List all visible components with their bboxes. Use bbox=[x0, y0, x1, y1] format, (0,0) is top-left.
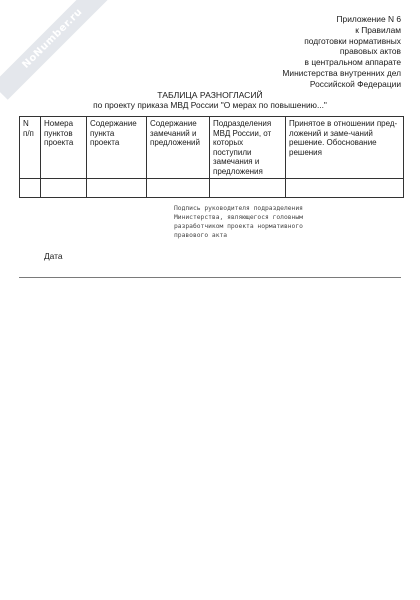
appendix-line: Российской Федерации bbox=[309, 78, 401, 89]
signature-line: разработчиком проекта нормативного bbox=[174, 223, 303, 230]
appendix-line: правовых актов bbox=[339, 46, 401, 57]
horizontal-divider bbox=[19, 277, 401, 278]
disagreements-table bbox=[19, 116, 404, 198]
table-cell bbox=[20, 179, 41, 198]
table-cell bbox=[210, 179, 286, 198]
header-cell-departments: Подразделения МВД России, от которых поступили замечания и предложения bbox=[210, 117, 286, 179]
header-cell-number: N п/п bbox=[20, 117, 41, 179]
document-title: ТАБЛИЦА РАЗНОГЛАСИЙ bbox=[157, 90, 263, 100]
header-cell-item-content: Содержание пункта проекта bbox=[87, 117, 147, 179]
appendix-line: в центральном аппарате bbox=[304, 57, 401, 68]
table-row bbox=[20, 179, 404, 198]
table-cell bbox=[41, 179, 87, 198]
header-cell-remarks: Содержание замечаний и предложений bbox=[147, 117, 210, 179]
signature-block bbox=[174, 204, 389, 240]
appendix-line: подготовки нормативных bbox=[304, 35, 401, 46]
table-cell bbox=[147, 179, 210, 198]
appendix-header bbox=[201, 14, 401, 90]
appendix-line: Министерства внутренних дел bbox=[282, 67, 401, 78]
table-cell bbox=[87, 179, 147, 198]
header-cell-item-numbers: Номера пунктов проекта bbox=[41, 117, 87, 179]
table-header-row bbox=[20, 117, 404, 179]
appendix-line: Приложение N 6 bbox=[336, 14, 401, 24]
signature-line: Подпись руководителя подразделения bbox=[174, 205, 303, 212]
appendix-line: к Правилам bbox=[355, 24, 401, 35]
header-cell-decision: Принятое в отношении пред-ложений и заме-чаний решение. Обоснование решения bbox=[286, 117, 404, 179]
date-label: Дата bbox=[44, 251, 63, 261]
table-cell bbox=[286, 179, 404, 198]
signature-line: правового акта bbox=[174, 232, 228, 239]
document-subtitle: по проекту приказа МВД России "О мерах по повышению..." bbox=[93, 100, 327, 110]
watermark: NoNumber.ru bbox=[0, 0, 114, 100]
signature-line: Министерства, являющегося головным bbox=[174, 214, 303, 221]
